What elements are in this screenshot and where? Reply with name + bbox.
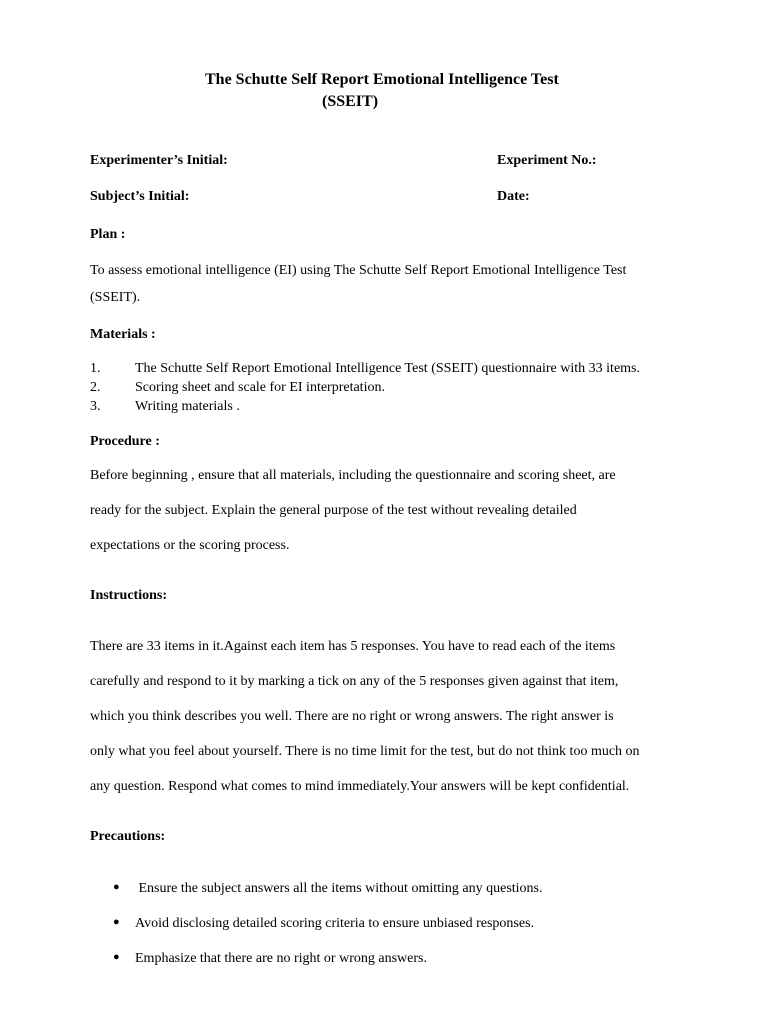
experimenter-initial-label: Experimenter’s Initial:: [90, 153, 228, 168]
bullet-icon: ●: [113, 881, 120, 893]
instructions-heading: Instructions:: [90, 588, 168, 603]
plan-text-line: (SSEIT).: [90, 290, 141, 305]
precaution-item: Avoid disclosing detailed scoring criteria to ensure unbiased responses.: [135, 916, 535, 931]
experiment-no-label: Experiment No.:: [497, 153, 597, 168]
precaution-item: Ensure the subject answers all the items without omitting any questions.: [135, 881, 543, 896]
instructions-text-line: any question. Respond what comes to mind immediately.Your answers will be kept confidential.: [90, 779, 630, 794]
precautions-heading: Precautions:: [90, 829, 166, 844]
material-number: 1.: [90, 361, 101, 376]
material-number: 2.: [90, 380, 101, 395]
instructions-text-line: carefully and respond to it by marking a tick on any of the 5 responses given against that item,: [90, 674, 619, 689]
material-item: Scoring sheet and scale for EI interpretation.: [135, 380, 385, 395]
bullet-icon: ●: [113, 916, 120, 928]
instructions-text-line: There are 33 items in it.Against each item has 5 responses. You have to read each of the items: [90, 639, 616, 654]
material-number: 3.: [90, 399, 101, 414]
subject-initial-label: Subject’s Initial:: [90, 189, 190, 204]
document-title: The Schutte Self Report Emotional Intelligence Test: [205, 71, 559, 88]
date-label: Date:: [497, 189, 530, 204]
document-subtitle: (SSEIT): [322, 93, 379, 110]
bullet-icon: ●: [113, 951, 120, 963]
precaution-item: Emphasize that there are no right or wrong answers.: [135, 951, 427, 966]
instructions-text-line: only what you feel about yourself. There is no time limit for the test, but do not think too much on: [90, 744, 640, 759]
material-item: The Schutte Self Report Emotional Intelligence Test (SSEIT) questionnaire with 33 items.: [135, 361, 640, 376]
plan-text-line: To assess emotional intelligence (EI) using The Schutte Self Report Emotional Intelligence Test: [90, 263, 627, 278]
procedure-text-line: Before beginning , ensure that all materials, including the questionnaire and scoring sheet, are: [90, 468, 616, 483]
instructions-text-line: which you think describes you well. There are no right or wrong answers. The right answer is: [90, 709, 614, 724]
procedure-heading: Procedure :: [90, 434, 160, 449]
material-item: Writing materials .: [135, 399, 240, 414]
procedure-text-line: expectations or the scoring process.: [90, 538, 290, 553]
materials-heading: Materials :: [90, 327, 156, 342]
procedure-text-line: ready for the subject. Explain the general purpose of the test without revealing detailed: [90, 503, 577, 518]
plan-heading: Plan :: [90, 227, 126, 242]
